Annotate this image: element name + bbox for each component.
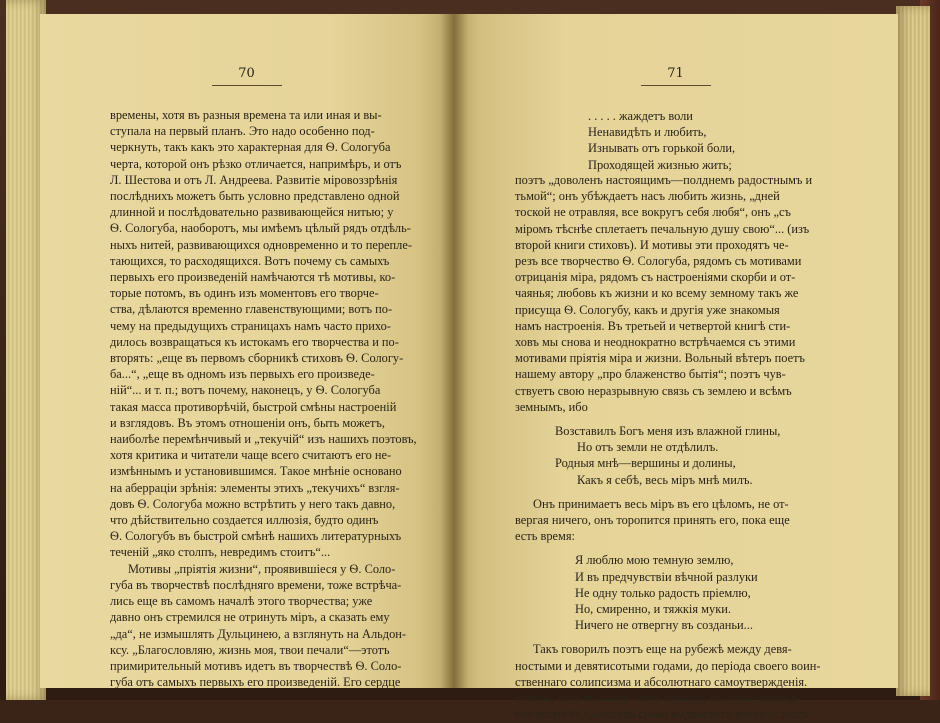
text-line: лись еще въ самомъ началѣ этого творчества; уже <box>110 594 373 609</box>
text-line: Не одну только радость пріемлю, <box>575 585 751 600</box>
book-gutter <box>440 14 468 688</box>
text-line: второй книги стиховъ). И мотивы эти проходятъ че- <box>515 237 789 252</box>
text-line: земнымъ, ибо <box>515 399 588 414</box>
text-line: ностыми и девятисотыми годами, до періода своего воин- <box>515 658 821 673</box>
text-line: есть время: <box>515 529 575 544</box>
text-line: Ѳ. Сологуба, наоборотъ, мы имѣемъ цѣлый рядъ отдѣль- <box>110 221 411 236</box>
text-line: ныхъ нитей, развивающихся одновременно и то перепле- <box>110 237 412 252</box>
text-line: Я люблю мою темную землю, <box>575 553 734 568</box>
text-line: Какъ я себѣ, весь міръ мнѣ милъ. <box>577 472 753 487</box>
text-line: на аберраціи зрѣнія: элементы этихъ „текучихъ“ взгля- <box>110 480 400 495</box>
text-line: нее время Ѳ. Сологубъ снова выдвигаетъ впередъ этотъ <box>515 707 809 722</box>
text-line: мотивами пріятія міра и жизни. Вольный вѣтеръ поетъ <box>515 351 805 366</box>
text-line: Ѳ. Сологубъ въ быстрой смѣнѣ нашихъ литературныхъ <box>110 529 402 544</box>
text-line: вторять: „еще въ первомъ сборникѣ стиховъ Ѳ. Сологу- <box>110 351 404 366</box>
text-line: Ничего не отвергну въ созданьи... <box>575 618 753 633</box>
right-paragraph-3 <box>515 641 865 722</box>
right-paragraph-2 <box>515 496 865 545</box>
right-paragraph-1 <box>515 172 865 415</box>
text-line: примирительный мотивъ идетъ въ творчествѣ Ѳ. Соло- <box>110 658 402 673</box>
header-rule-left <box>212 85 282 86</box>
text-line: міромъ тѣснѣе сплетаетъ печальную душу свою“... (изъ <box>515 221 810 236</box>
text-line: первыхъ его произведеній намѣчаются тѣ мотивы, ко- <box>110 270 396 285</box>
left-paragraph-1 <box>110 107 428 561</box>
text-line: ній“... и т. п.; вотъ почему, наконецъ, у Ѳ. Сологуба <box>110 383 381 398</box>
text-line: Возставилъ Богъ меня изъ влажной глины, <box>555 424 781 439</box>
right-page-edges <box>896 6 930 696</box>
left-page-header <box>40 66 453 86</box>
text-line: губа отъ самыхъ первыхъ его произведеній. Его сердце <box>110 675 401 690</box>
text-line: Л. Шестова и отъ Л. Андреева. Развитіе міровоззрѣнія <box>110 172 398 187</box>
verse-top <box>588 108 735 173</box>
left-page-text <box>110 107 428 690</box>
page-number-left: 70 <box>238 66 255 81</box>
text-line: измѣннымъ и установившимся. Такое мнѣніе основано <box>110 464 402 479</box>
text-line: хотя критика и читатели чаще всего считаютъ его не- <box>110 448 392 463</box>
text-line: присуща Ѳ. Сологубу, какъ и другія уже знакомыя <box>515 302 780 317</box>
text-line: Онъ принимаетъ весь міръ въ его цѣломъ, не от- <box>533 496 789 511</box>
text-line: ховъ мы снова и неоднократно встрѣчаемся съ этими <box>515 335 796 350</box>
text-line: времены, хотя въ разныя времена та или иная и вы- <box>110 108 382 122</box>
right-page-header <box>453 66 898 86</box>
text-line: Мотивы „пріятія жизни“, проявившіеся у Ѳ. Соло- <box>128 561 396 576</box>
left-page <box>40 14 453 688</box>
text-line: поэтъ „доволенъ настоящимъ—полднемъ радостнымъ и <box>515 173 813 187</box>
text-line: торые потомъ, въ одинъ изъ моментовъ его творче- <box>110 286 379 301</box>
text-line: нашему автору „про блаженство бытія“; поэтъ чув- <box>515 367 786 382</box>
text-line: тающихся, то расходящихся. Вотъ почему съ самыхъ <box>110 253 390 268</box>
text-line: ба...“, „еще въ одномъ изъ первыхъ его произведе- <box>110 367 375 382</box>
text-line: Теперь, стоя въ концѣ этого періода, въ самое послѣд- <box>515 691 801 706</box>
text-line: и взглядовъ. Въ этомъ отношеніи онъ, быть можетъ, <box>110 415 385 430</box>
text-line: давно онъ стремился не отринуть міръ, а сказать ему <box>110 610 390 625</box>
text-line: Родныя мнѣ—вершины и долины, <box>555 456 736 471</box>
text-line: послѣднихъ можетъ быть условно представлено одной <box>110 189 400 204</box>
text-line: такая масса противорѣчій, быстрой смѣны настроеній <box>110 399 397 414</box>
text-line: тоской не отравляя, все вокругъ себя любя“, онъ „съ <box>515 205 791 220</box>
text-line: ксу. „Благословляю, жизнь моя, твои печали“—этотъ <box>110 642 390 657</box>
text-line: ства, дѣлаются временно главенствующими; вотъ по- <box>110 302 393 317</box>
text-line: Изнывать отъ горькой боли, <box>588 141 736 156</box>
text-line: И въ предчувствіи вѣчной разлуки <box>575 569 758 584</box>
text-line: резъ все творчество Ѳ. Сологуба, рядомъ съ мотивами <box>515 254 802 269</box>
text-line: чаянья; любовь къ жизни и ко всему земному такъ же <box>515 286 799 301</box>
text-line: тьмой“; онъ убѣждаетъ насъ любить жизнь, „дней <box>515 189 780 204</box>
page-number-right: 71 <box>667 66 684 81</box>
text-line: дилось возвращаться къ истокамъ его творчества и по- <box>110 334 399 349</box>
text-line: Но отъ земли не отдѣлилъ. <box>577 440 719 455</box>
poem-2 <box>515 552 865 633</box>
text-line: „да“, не измышлять Дульцинею, а взглянуть на Альдон- <box>110 626 407 641</box>
text-line: Ненавидѣть и любить, <box>588 125 707 140</box>
text-line: черта, которой онъ рѣзко отличается, напримѣръ, и отъ <box>110 156 402 171</box>
text-line: ствуетъ свою неразрывную связь съ землею и всѣмъ <box>515 383 792 398</box>
text-line: чему на предыдущихъ страницахъ намъ часто прихо- <box>110 318 391 333</box>
text-line: . . . . . жаждетъ воли <box>588 109 693 123</box>
right-page-text <box>515 172 865 723</box>
text-line: Такъ говорилъ поэтъ еще на рубежѣ между девя- <box>533 642 792 657</box>
text-line: Проходящей жизнью жить; <box>588 157 732 172</box>
text-line: теченій „яко столпъ, невредимъ стоитъ“... <box>110 545 331 560</box>
poem-1 <box>515 423 865 488</box>
text-line: черкнуть, такъ какъ это характерная для Ѳ. Сологуба <box>110 140 391 155</box>
left-paragraph-2 <box>110 561 428 691</box>
text-line: намъ настроенія. Въ третьей и четвертой книгѣ сти- <box>515 318 791 333</box>
text-line: длинной и послѣдовательно развивающейся нитью; у <box>110 205 394 220</box>
text-line: довъ Ѳ. Сологуба можно встрѣтить у него такъ давно, <box>110 496 396 511</box>
text-line: ступала на первый планъ. Это надо особенно под- <box>110 124 375 139</box>
text-line: отрицанія міра, рядомъ съ настроеніями скорби и от- <box>515 270 796 285</box>
header-rule-right <box>641 85 711 86</box>
text-line: ственнаго солипсизма и абсолютнаго самоутвержденія. <box>515 674 808 689</box>
text-line: вергая ничего, онъ торопится принять его, пока еще <box>515 513 790 528</box>
text-line: наиболѣе перемѣнчивый и „текучій“ изъ нашихъ поэтовъ, <box>110 432 417 447</box>
right-page <box>453 14 898 722</box>
text-line: Но, смиренно, и тяжкія муки. <box>575 602 731 617</box>
text-line: что дѣйствительно создается иллюзія, будто одинъ <box>110 513 379 528</box>
text-line: губа въ творчествѣ послѣдняго времени, тоже встрѣча- <box>110 577 402 592</box>
